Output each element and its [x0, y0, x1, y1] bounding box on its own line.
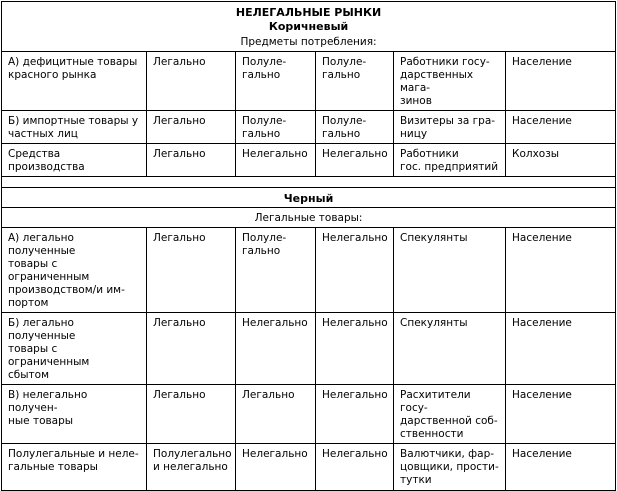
cell-text: Полуле- гально [322, 115, 367, 140]
buyer-cell [506, 111, 616, 144]
cell-text: Население [512, 448, 572, 460]
cell-text: Население [512, 317, 572, 329]
status-cell-1 [147, 228, 236, 313]
cell-text: Валютчики, фар- цовщики, прости- тутки [400, 448, 499, 486]
spacer-cell [2, 177, 616, 188]
cell-text: А) дефицитные товары красного рынка [8, 56, 138, 81]
status-cell-3 [316, 313, 394, 385]
cell-text: Население [512, 115, 572, 127]
seller-cell [394, 52, 506, 111]
item-cell [2, 144, 147, 177]
item-cell [2, 444, 147, 491]
buyer-cell [506, 144, 616, 177]
cell-text: Средства производства [8, 148, 85, 173]
cell-text: А) легально полученные товары с ограниченным производством/и им- портом [8, 232, 125, 309]
cell-text: Нелегально [322, 148, 388, 160]
status-cell-2 [236, 385, 316, 444]
seller-cell [394, 444, 506, 491]
black-market-caption: Легальные товары: [2, 208, 616, 228]
cell-text: Легально [153, 56, 206, 68]
status-cell-2 [236, 444, 316, 491]
brown-market-caption: Предметы потребления: [240, 36, 377, 48]
seller-cell [394, 385, 506, 444]
cell-text: Полулегальные и неле- гальные товары [8, 448, 139, 473]
cell-text: Население [512, 389, 572, 401]
cell-text: Нелегально [242, 317, 308, 329]
cell-text: Работники гос. предприятий [400, 148, 499, 173]
item-cell [2, 385, 147, 444]
status-cell-3 [316, 52, 394, 111]
header-row [2, 2, 616, 52]
seller-cell [394, 111, 506, 144]
cell-text: Спекулянты [400, 317, 468, 329]
cell-text: Легально [153, 115, 206, 127]
black-market-row [2, 385, 616, 444]
black-market-row [2, 444, 616, 491]
buyer-cell [506, 228, 616, 313]
spacer-row [2, 177, 616, 188]
brown-market-row [2, 52, 616, 111]
cell-text: Легально [153, 148, 206, 160]
cell-text: Колхозы [512, 148, 560, 160]
cell-text: Население [512, 56, 572, 68]
table-title: НЕЛЕГАЛЬНЫЕ РЫНКИ [235, 6, 382, 19]
item-cell [2, 228, 147, 313]
status-cell-1 [147, 111, 236, 144]
black-market-rows [2, 228, 616, 491]
cell-text: Нелегально [242, 448, 308, 460]
brown-market-rows [2, 52, 616, 177]
cell-text: Работники госу- дарственных мага- зинов [400, 56, 490, 107]
status-cell-3 [316, 111, 394, 144]
cell-text: Полуле- гально [322, 56, 367, 81]
cell-text: Полулегально и нелегально [153, 448, 232, 473]
cell-text: Население [512, 232, 572, 244]
cell-text: Нелегально [242, 148, 308, 160]
status-cell-2 [236, 144, 316, 177]
status-cell-3 [316, 144, 394, 177]
status-cell-1 [147, 444, 236, 491]
status-cell-2 [236, 228, 316, 313]
buyer-cell [506, 444, 616, 491]
cell-text: Нелегально [322, 317, 388, 329]
status-cell-2 [236, 52, 316, 111]
cell-text: Легально [153, 389, 206, 401]
status-cell-1 [147, 385, 236, 444]
markets-table-wrapper [1, 1, 615, 491]
status-cell-3 [316, 444, 394, 491]
table-header-cell [2, 2, 616, 52]
black-market-heading: Черный [2, 188, 616, 208]
buyer-cell [506, 52, 616, 111]
status-cell-3 [316, 385, 394, 444]
brown-market-row [2, 111, 616, 144]
cell-text: Б) легально полученные товары с ограниченным сбытом [8, 317, 90, 381]
cell-text: Расхитители госу- дарственной соб- ственности [400, 389, 498, 440]
buyer-cell [506, 313, 616, 385]
status-cell-3 [316, 228, 394, 313]
brown-market-heading: Коричневый [268, 20, 349, 33]
cell-text: Нелегально [322, 448, 388, 460]
status-cell-2 [236, 111, 316, 144]
buyer-cell [506, 385, 616, 444]
cell-text: Визитеры за гра- ницу [400, 115, 496, 140]
status-cell-1 [147, 52, 236, 111]
item-cell [2, 52, 147, 111]
black-heading-row [2, 188, 616, 208]
cell-text: Легально [153, 317, 206, 329]
cell-text: Спекулянты [400, 232, 468, 244]
status-cell-1 [147, 313, 236, 385]
item-cell [2, 111, 147, 144]
cell-text: Полуле- гально [242, 115, 287, 140]
cell-text: Нелегально [322, 389, 388, 401]
black-market-row [2, 313, 616, 385]
seller-cell [394, 228, 506, 313]
status-cell-2 [236, 313, 316, 385]
black-caption-row [2, 208, 616, 228]
status-cell-1 [147, 144, 236, 177]
brown-market-row [2, 144, 616, 177]
cell-text: Легально [153, 232, 206, 244]
cell-text: Полуле- гально [242, 56, 287, 81]
cell-text: В) нелегально получен- ные товары [8, 389, 88, 427]
cell-text: Легально [242, 389, 295, 401]
item-cell [2, 313, 147, 385]
cell-text: Б) импортные товары у частных лиц [8, 115, 139, 140]
black-market-row [2, 228, 616, 313]
cell-text: Полуле- гально [242, 232, 287, 257]
seller-cell [394, 144, 506, 177]
cell-text: Нелегально [322, 232, 388, 244]
illegal-markets-table [1, 1, 616, 491]
seller-cell [394, 313, 506, 385]
